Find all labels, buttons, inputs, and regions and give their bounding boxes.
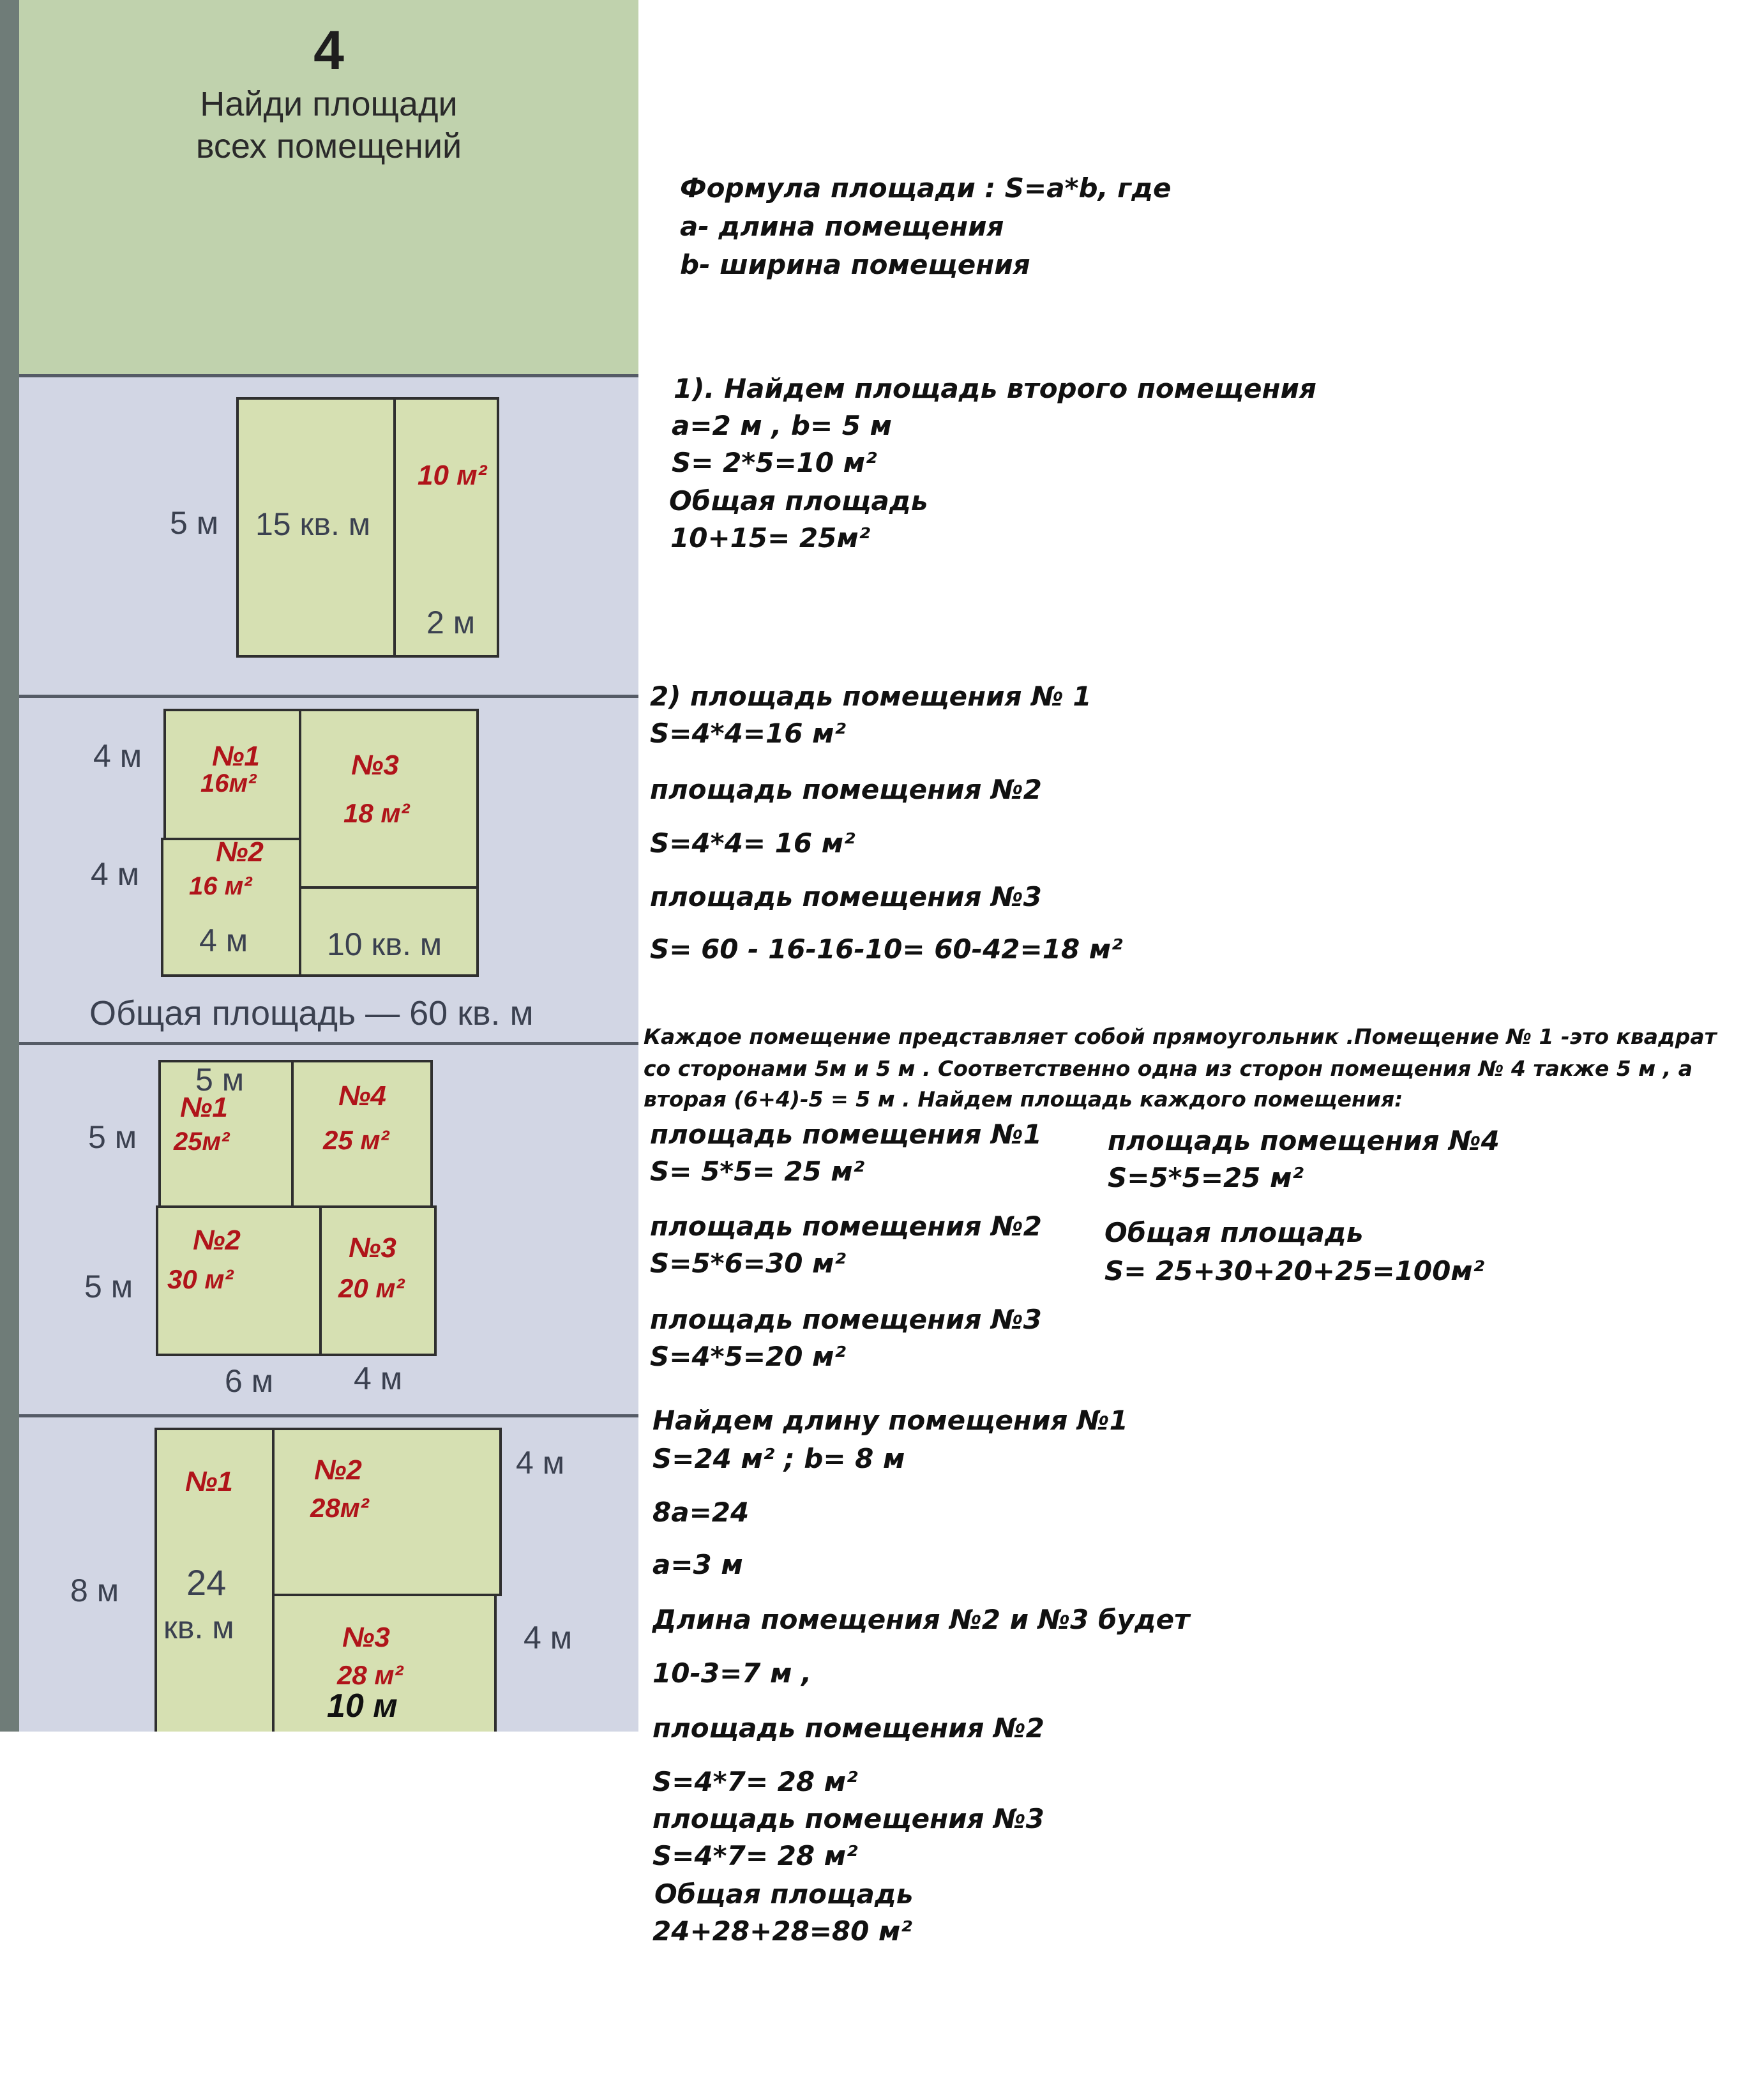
dimension-label: 2 м [426,605,476,640]
solution-line: Общая площадь [1104,1217,1364,1248]
room-area-answer: 28м² [310,1493,369,1523]
dimension-label: 5 м [170,505,219,541]
room-area-unit: кв. м [163,1610,234,1645]
solution-line: 10-3=7 м , [652,1657,812,1689]
room-area-answer: 16 м² [189,872,252,900]
dimension-label: 4 м [91,856,140,892]
solution-line: S=4*5=20 м² [650,1341,846,1372]
solution-line: S= 2*5=10 м² [672,447,877,478]
solution-line: 8a=24 [652,1497,750,1528]
room-number: №2 [314,1454,362,1486]
solution-line: площадь помещения №3 [652,1803,1044,1834]
dimension-label: 4 м [93,738,142,774]
solution-line: Каждое помещение представляет собой прямоугольник .Помещение № 1 -это квадрат [644,1024,1717,1049]
room-number: №3 [342,1622,390,1653]
textbook-photo [0,0,638,1732]
dimension-label: 5 м [84,1269,133,1304]
room-number: №3 [351,750,399,781]
solution-line: S=4*4= 16 м² [650,827,856,859]
solution-line: a=2 м , b= 5 м [672,410,892,441]
dimension-label: 8 м [70,1573,119,1608]
dimension-label: 4 м [199,923,248,958]
solution-line: вторая (6+4)-5 = 5 м . Найдем площадь каждого помещения: [644,1087,1403,1112]
solution-line: S= 5*5= 25 м² [650,1156,865,1187]
solution-line: площадь помещения №4 [1108,1125,1500,1156]
solution-line: 10+15= 25м² [670,522,871,554]
total-area-label: Общая площадь — 60 кв. м [89,994,534,1032]
solution-line: Найдем длину помещения №1 [652,1405,1128,1436]
divider [19,1042,638,1045]
divider [19,374,638,377]
solution-line: со сторонами 5м и 5 м . Соответственно одна из сторон помещения № 4 также 5 м , а [644,1056,1693,1081]
dimension-label: 4 м [516,1445,565,1481]
room-area-label: 24 [186,1562,227,1603]
divider [19,695,638,698]
solution-line: a=3 м [652,1549,743,1580]
room-area-answer: 16м² [200,769,257,797]
solution-line: S=4*4=16 м² [650,718,846,749]
solution-line: S=4*7= 28 м² [652,1766,858,1797]
solution-line: S=4*7= 28 м² [652,1840,858,1871]
solution-line: 1). Найдем площадь второго помещения [674,373,1316,404]
room-area-label: 15 кв. м [255,506,371,542]
divider [19,1414,638,1417]
solution-line: S= 60 - 16-16-10= 60-42=18 м² [650,933,1123,965]
dimension-label: 5 м [88,1119,137,1155]
solution-line: S=24 м² ; b= 8 м [652,1443,905,1474]
solution-line: площадь помещения №3 [650,1304,1042,1335]
solution-line: площадь помещения №2 [650,1211,1042,1242]
task-title-line1: Найди площади [200,85,458,123]
formula-line: a- длина помещения [680,211,1004,242]
dimension-label: 6 м [225,1363,274,1399]
room-area-label: 10 кв. м [327,926,442,962]
dimension-label: 5 м [195,1062,245,1098]
room-number: №1 [185,1466,233,1497]
header-band [19,0,638,374]
solution-line: площадь помещения №2 [650,774,1042,805]
solution-line: Длина помещения №2 и №3 будет [652,1604,1190,1635]
formula-line: Формула площади : S=a*b, где [680,172,1172,204]
room-area-answer: 20 м² [338,1273,405,1303]
dimension-label: 4 м [524,1620,573,1656]
task-title-line2: всех помещений [195,127,462,165]
room-number: №2 [216,836,264,868]
room-number: №4 [338,1080,386,1112]
solution-line: Общая площадь [669,485,928,517]
formula-line: b- ширина помещения [680,249,1030,280]
room-area-answer: 18 м² [343,798,410,828]
solution-line: площадь помещения №2 [652,1712,1044,1744]
solution-line: 2) площадь помещения № 1 [650,681,1092,712]
solution-line: площадь помещения №1 [650,1119,1042,1150]
solution-line: S=5*5=25 м² [1108,1162,1304,1193]
dimension-label: 10 м [327,1688,398,1725]
solution-line: S=5*6=30 м² [650,1248,846,1279]
textbook-page [19,0,638,1732]
room-area-answer: 25м² [174,1128,230,1156]
room-n2 [272,1428,502,1596]
solution-line: S= 25+30+20+25=100м² [1104,1255,1485,1287]
solution-line: площадь помещения №3 [650,881,1042,912]
room-area-answer: 30 м² [167,1264,234,1294]
solution-line: 24+28+28=80 м² [652,1915,912,1947]
room-number: №1 [212,741,260,772]
room-number: №2 [193,1225,241,1256]
room-area-answer: 28 м² [337,1660,403,1690]
room-number: №1 [180,1092,228,1123]
dimension-label: 4 м [354,1361,403,1396]
room-number: №3 [349,1232,396,1264]
solution-line: Общая площадь [654,1878,914,1910]
task-number: 4 [313,20,344,81]
room-area-answer: 10 м² [418,460,487,491]
task-title [19,83,638,167]
book-spine [0,0,19,1732]
room-area-answer: 25 м² [323,1125,389,1155]
